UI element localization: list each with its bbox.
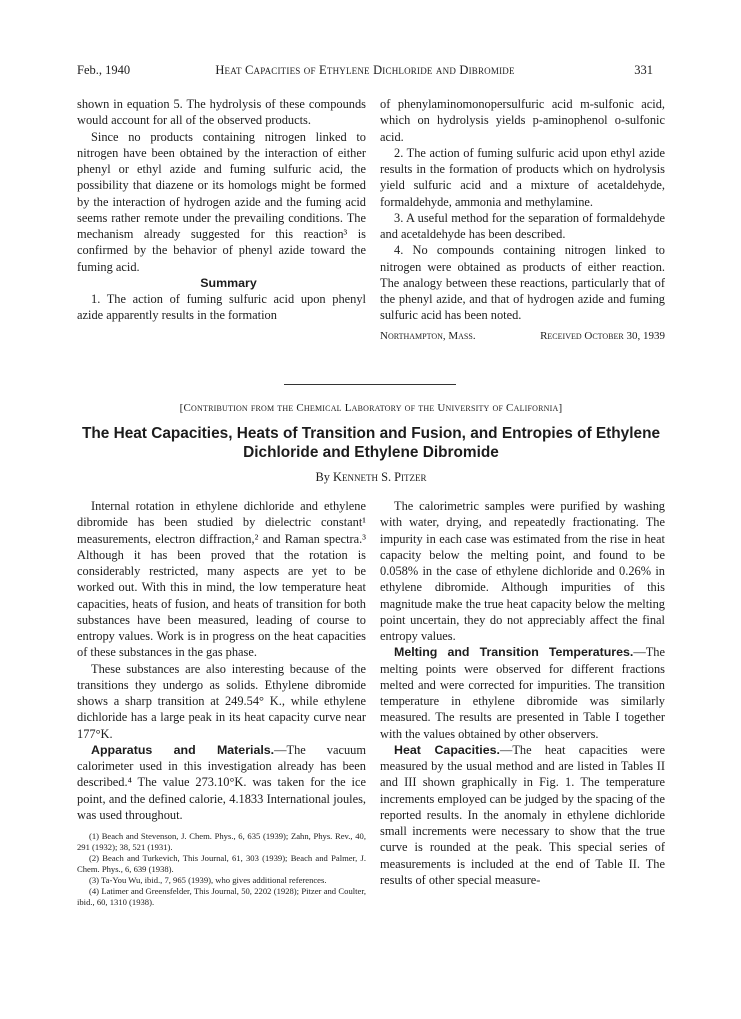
paragraph: The calorimetric samples were purified by washing with water, drying, and repeatedly fractionating. The impurity in each case was estimated from the rise in heat capacity below the melting point, and found to be 0.058% in the case of ethylene dichloride and 0.26% in ethylene dibromide. Although impurities of this magnitude make the true heat capacity below the melting point uncertain, they do not appreciably affect the final entropy values. <box>380 499 665 643</box>
summary-item: 4. No compounds containing nitrogen linked to nitrogen were obtained as products of either reaction. The analogy between these reactions, particularly that of the phenyl azide, and that of hydrogen azide and fuming sulfuric acid has been noted. <box>380 243 665 323</box>
paragraph: of phenylaminomonopersulfuric acid m-sulfonic acid, which on hydrolysis yields p-aminophenol o-sulfonic acid. <box>380 97 665 144</box>
section-text: —The heat capacities were measured by the usual method and are listed in Tables II and III shown graphically in Fig. 1. The temperature increments employed can be judged by the spacing of the reported results. In the anomaly in ethylene dichloride small increments were necessary to show that the true curve is rounded at the peak. This special series of measurements is included at the end of Table II. The results of other special measure- <box>380 742 665 887</box>
location: Northampton, Mass. <box>380 329 476 342</box>
paragraph <box>380 742 665 888</box>
prev-article-column-right <box>380 96 665 344</box>
footnote: (4) Latimer and Greensfelder, This Journal, 50, 2202 (1928); Pitzer and Coulter, ibid., 60, 1310 (1938). <box>77 886 366 907</box>
author-name: Kenneth S. Pitzer <box>333 470 427 484</box>
byline-prefix: By <box>315 470 330 484</box>
header-running-title: Heat Capacities of Ethylene Dichloride and Dibromide <box>215 63 515 77</box>
prev-article-column-left <box>77 96 366 324</box>
paragraph: shown in equation 5. The hydrolysis of these compounds would account for all of the observed products. <box>77 97 366 128</box>
summary-heading: Summary <box>200 275 257 290</box>
paragraph: Since no products containing nitrogen linked to nitrogen have been obtained by the interaction of either phenyl or ethyl azide and fuming sulfuric acid, the possibility that diazene or its homologs might be formed by the interaction of hydrogen azide and the fuming acid seems rather remote under the prevailing conditions. The mechanism already suggested for this reaction³ is confirmed by the behavior of phenyl azide toward the fuming acid. <box>77 129 366 274</box>
paragraph <box>380 644 665 742</box>
footnote: (1) Beach and Stevenson, J. Chem. Phys., 6, 635 (1939); Zahn, Phys. Rev., 40, 291 (1932); 38, 521 (1931). <box>77 831 366 852</box>
article-column-right <box>380 498 665 888</box>
header-page-number: 331 <box>634 63 653 77</box>
summary-item: 1. The action of fuming sulfuric acid upon phenyl azide apparently results in the formation <box>77 292 366 323</box>
footnotes <box>77 831 366 908</box>
section-heading-melting: Melting and Transition Temperatures. <box>394 645 634 660</box>
received-date: Received October 30, 1939 <box>540 329 665 342</box>
paragraph: These substances are also interesting because of the transitions they undergo as solids. Ethylene dibromide shows a sharp transition at 249.54° K., while ethylene dichloride has a large peak in its heat capacity curve near 177°K. <box>77 661 366 741</box>
header-date: Feb., 1940 <box>77 63 131 77</box>
running-header <box>77 63 653 83</box>
contribution-line: [Contribution from the Chemical Laboratory of the University of California] <box>179 402 563 414</box>
section-text: —The vacuum calorimeter used in this investigation already has been described.⁴ The value 273.10°K. was taken for the ice point, and the defined calorie, 4.1833 International joules, was used throughout. <box>77 742 366 822</box>
paragraph <box>77 742 366 823</box>
summary-item: 3. A useful method for the separation of formaldehyde and acetaldehyde has been described. <box>380 210 665 241</box>
section-divider <box>284 384 456 385</box>
summary-item: 2. The action of fuming sulfuric acid upon ethyl azide results in the formation of products which on hydrolysis yield sulfuric acid and a mixture of acetaldehyde, formaldehyde, ammonia and methylamine. <box>380 145 665 209</box>
article-column-left <box>77 498 366 908</box>
section-text: —The melting points were observed for different fractions melted and were corrected for impurities. The transition temperature in ethylene dibromide was similarly measured. The results are presented in Table I together with the values obtained by other observers. <box>380 645 665 741</box>
article-title: The Heat Capacities, Heats of Transition and Fusion, and Entropies of Ethylene Dichloride and Ethylene Dibromide <box>81 425 661 461</box>
section-heading-apparatus: Apparatus and Materials. <box>91 742 275 757</box>
paragraph: Internal rotation in ethylene dichloride and ethylene dibromide has been studied by dielectric constant¹ measurements, electron diffraction,² and Raman spectra.³ Although it has been proved that the rotation is considerably restricted, many aspects are yet to be worked out. With this in mind, the low temperature heat capacities, heats of fusion, and heats of transition for both substances have been measured, leading of course to entropy values. Work is in progress on the heat capacities of these substances in the gas phase. <box>77 499 366 660</box>
section-heading-heat-capacities: Heat Capacities. <box>394 742 500 757</box>
byline <box>77 470 665 485</box>
footnote: (2) Beach and Turkevich, This Journal, 61, 303 (1939); Beach and Palmer, J. Chem. Phys., 6, 639 (1938). <box>77 853 366 874</box>
dateline <box>380 328 665 344</box>
footnote: (3) Ta-You Wu, ibid., 7, 965 (1939), who gives additional references. <box>89 875 327 885</box>
